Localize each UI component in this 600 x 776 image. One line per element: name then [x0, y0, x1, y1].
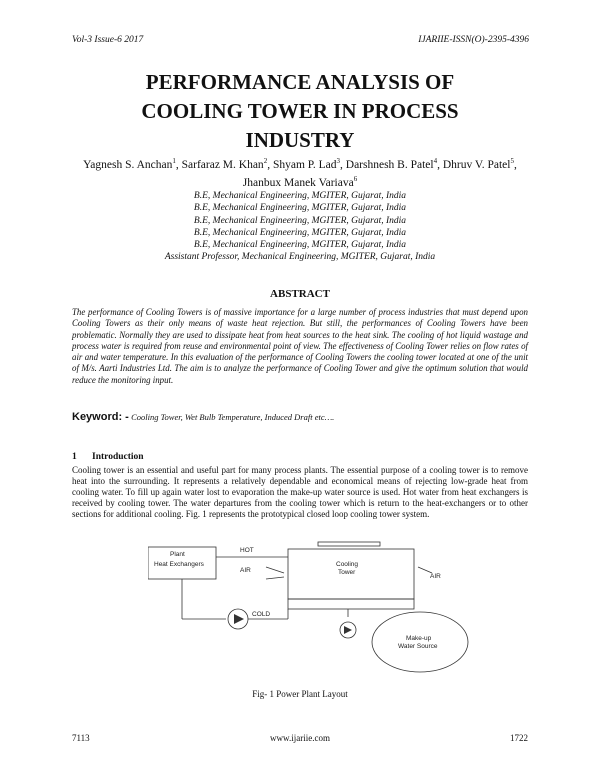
- footer-page-number: 1722: [510, 733, 528, 743]
- author-name: Shyam P. Lad: [272, 158, 337, 171]
- pump-arrow: [234, 614, 244, 624]
- makeup-label-line-1: Make-up: [406, 635, 432, 642]
- affiliation-line: B.E, Mechanical Engineering, MGITER, Gujarat, India: [193, 227, 407, 238]
- tower-label-line-1: Cooling: [336, 561, 359, 568]
- figure-caption: Fig- 1 Power Plant Layout: [252, 689, 348, 699]
- makeup-pump-arrow: [344, 626, 352, 634]
- tower-label-line-2: Tower: [338, 569, 356, 576]
- section-heading: [72, 452, 144, 462]
- paper-title: [60, 68, 540, 155]
- journal-volume: Vol-3 Issue-6 2017: [72, 35, 144, 45]
- air-label-right: AIR: [430, 573, 441, 580]
- author-name: Sarfaraz M. Khan: [181, 158, 264, 171]
- affiliation-line: B.E, Mechanical Engineering, MGITER, Gujarat, India: [193, 240, 407, 251]
- keyword-line: [72, 411, 334, 423]
- makeup-label-line-2: Water Source: [398, 643, 438, 650]
- author-name: Darshnesh B. Patel: [345, 158, 434, 171]
- title-line-2: COOLING TOWER IN PROCESS: [141, 99, 459, 123]
- figure-power-plant-layout: [148, 537, 478, 677]
- abstract-heading: ABSTRACT: [270, 288, 330, 300]
- affiliation-line: B.E, Mechanical Engineering, MGITER, Gujarat, India: [193, 215, 407, 226]
- hot-label: HOT: [240, 547, 254, 554]
- affiliation-list: [60, 190, 540, 264]
- title-line-3: INDUSTRY: [245, 128, 355, 152]
- author-name: Jhanbux Manek Variava: [242, 176, 354, 189]
- footer-paper-id: 7113: [72, 733, 90, 743]
- affiliation-line: Assistant Professor, Mechanical Engineering, MGITER, Gujarat, India: [164, 252, 436, 263]
- author-list: Yagnesh S. Anchan$^1$, Sarfaraz M. Khan$^2$, Shyam P. Lad$^3$, Darshnesh B. Patel$^4$, Dhruv V. Patel$^5$, Jhanbux Manek Variava$^6$: [83, 157, 517, 189]
- affiliation-line: B.E, Mechanical Engineering, MGITER, Gujarat, India: [193, 203, 407, 214]
- abstract-body: The performance of Cooling Towers is of massive importance for a large number of process industries that must depend upon Cooling Towers as their only means of waste heat rejection. But still, the performances of Cooling Towers have been problematic. Normally they are used to dissipate heat from heat sources to the heat sink. The cooling of hot liquid wastage and process water is required from reuse and environmental point of view. The effectiveness of Cooling Tower relies on flow rates of air and water temperature. In this evaluation of the performance of Cooling Towers the cooling tower located at one of the unit of M/s. Aarti Industries Ltd. The aim is to analyze the performance of Cooling Tower and give the optimum solution that would reduce the monitoring input.: [72, 307, 528, 385]
- journal-issn: IJARIIE-ISSN(O)-2395-4396: [418, 35, 529, 45]
- keyword-label: Keyword: -: [72, 411, 129, 423]
- author-affil-mark: 2: [263, 157, 268, 165]
- author-affil-mark: 4: [433, 157, 438, 165]
- section-title: Introduction: [92, 452, 144, 462]
- author-name: Dhruv V. Patel: [442, 158, 511, 171]
- footer-website[interactable]: www.ijariie.com: [270, 733, 330, 743]
- plant-label: Plant: [170, 551, 185, 558]
- author-affil-mark: 3: [336, 157, 341, 165]
- heat-exchanger-label: Heat Exchangers: [154, 561, 204, 568]
- introduction-body: Cooling tower is an essential and useful part for many process plants. The essential purpose of a cooling tower is to remove heat into the surrounding. It represents a relatively dependable and economical means of rejecting low-grade heat from cooling water. To fill up again water lost to evaporation the make-up water source is used. Hot water from heat exchangers is received by cooling tower. The water departures from the cooling tower which is return to the heat-exchangers or to other sections for additional cooling. Fig. 1 represents the prototypical closed loop cooling tower system.: [72, 465, 528, 520]
- tower-fan-top: [318, 542, 380, 546]
- keyword-text: Cooling Tower, Wet Bulb Temperature, Induced Draft etc….: [131, 412, 335, 422]
- figure-diagram: [148, 537, 478, 677]
- title-line-1: PERFORMANCE ANALYSIS OF: [145, 70, 455, 94]
- makeup-water-source: [372, 612, 468, 672]
- cooling-tower-basin: [288, 599, 414, 609]
- air-label-left: AIR: [240, 567, 251, 574]
- section-number: 1: [72, 452, 77, 462]
- author-affil-mark: 5: [510, 157, 514, 165]
- author-affil-mark: 1: [172, 157, 176, 165]
- affiliation-line: B.E, Mechanical Engineering, MGITER, Gujarat, India: [193, 191, 407, 201]
- cold-label: COLD: [252, 611, 271, 618]
- author-affil-mark: 6: [353, 174, 358, 183]
- author-name: Yagnesh S. Anchan: [83, 158, 173, 171]
